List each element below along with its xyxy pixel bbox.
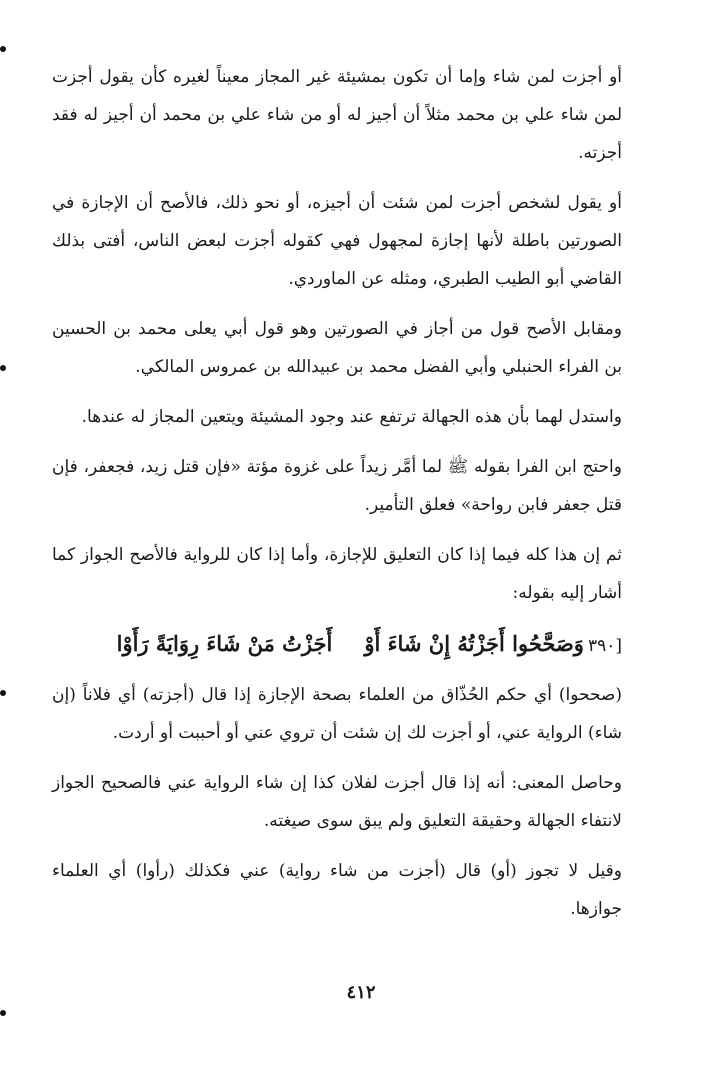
paragraph: ومقابل الأصح قول من أجاز في الصورتين وهو قول أبي يعلى محمد بن الحسين بن الفراء الحنبلي وأبي الفضل محمد بن عبيدالله بن عمروس المالكي. [52, 319, 622, 377]
paragraph: واحتج ابن الفرا بقوله ﷺ لما أمَّر زيداً على غزوة مؤتة «فإن قتل زيد، فجعفر، فإن قتل جعفر فابن رواحة» فعلق التأمير. [52, 457, 622, 515]
scan-edge-mark [0, 46, 6, 52]
commentary-paragraph: وقيل لا تجوز (أو) قال (أجزت من شاء رواية) عني فكذلك (رأوا) أي العلماء جوازها. [52, 861, 622, 919]
book-page [52, 58, 622, 1058]
paragraph: أو أجزت لمن شاء وإما أن تكون بمشيئة غير المجاز معيناً لغيره كأن يقول أجزت لمن شاء علي بن محمد مثلاً أن أجيز له أو من شاء علي بن محمد أن أجيز له فقد أجزته. [52, 67, 622, 163]
paragraph: أو يقول لشخص أجزت لمن شئت أن أجيزه، أو نحو ذلك، فالأصح أن الإجازة في الصورتين باطلة لأنها إجازة لمجهول فهي كقوله أجزت لبعض الناس، أفتى بذلك القاضي أبو الطيب الطبري، ومثله عن الماوردي. [52, 193, 622, 289]
commentary-paragraph: (صححوا) أي حكم الحُذّاق من العلماء بصحة الإجازة إذا قال (أجزته) أي فلاناً (إن شاء) الرواية عني، أو أجزت لك إن شئت أن تروي عني أو أحببت أو أردت. [52, 685, 622, 743]
commentary-paragraph: وحاصل المعنى: أنه إذا قال أجزت لفلان كذا إن شاء الرواية عني فالصحيح الجواز لانتفاء الجهالة وحقيقة التعليق ولم يبق سوى صيغته. [52, 773, 622, 831]
scan-edge-mark [0, 690, 6, 696]
paragraph: واستدل لهما بأن هذه الجهالة ترتفع عند وجود المشيئة ويتعين المجاز له عندها. [81, 407, 622, 427]
scan-edge-mark [0, 365, 6, 371]
verse-number: [٣٩٠ [587, 636, 622, 656]
verse-second-hemistich: أَجَزْتُ مَنْ شَاءَ رِوَايَةً رَأَوْا [116, 631, 333, 656]
scan-edge-mark [0, 1010, 6, 1016]
poem-verse [52, 624, 622, 666]
verse-first-hemistich: وَصَحَّحُوا أَجَزْتُهُ إِنْ شَاءَ أَوْ [364, 631, 584, 656]
page-number: ٤١٢ [346, 982, 376, 1003]
paragraph: ثم إن هذا كله فيما إذا كان التعليق للإجازة، وأما إذا كان للرواية فالأصح الجواز كما أشار إليه بقوله: [52, 545, 622, 603]
